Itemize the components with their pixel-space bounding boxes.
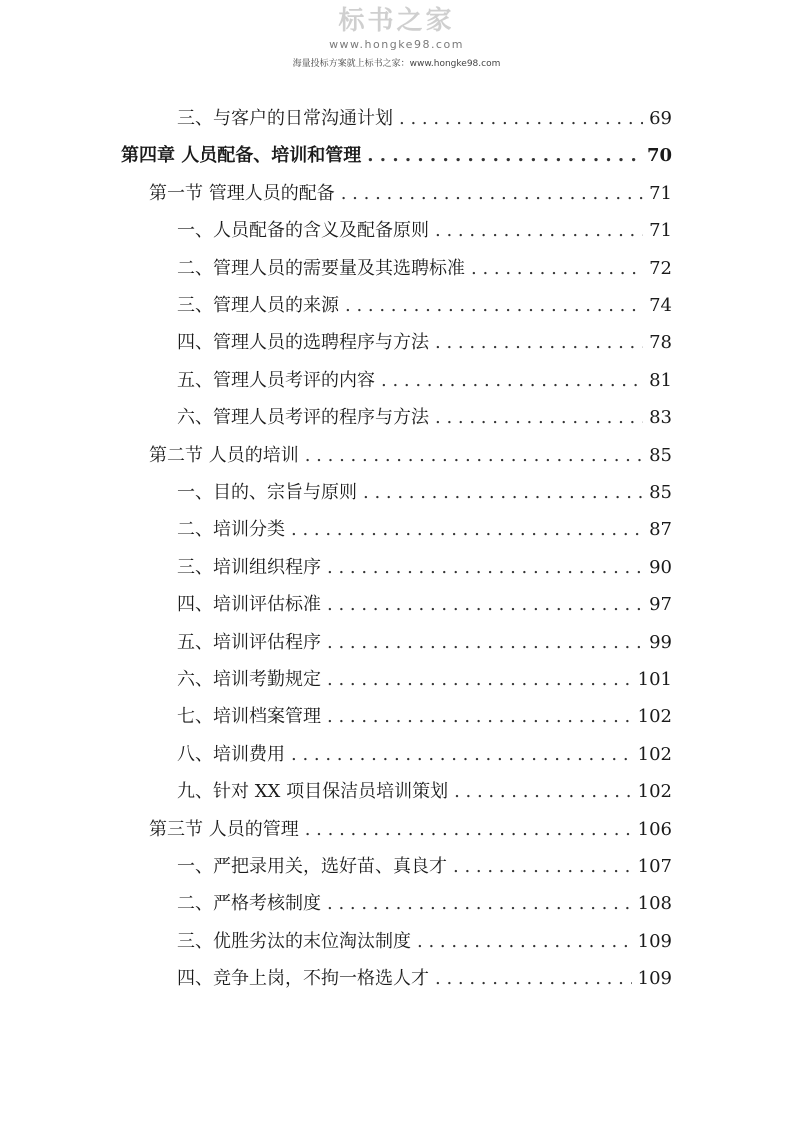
toc-entry-title: 三、优胜劣汰的末位淘汰制度 (177, 930, 411, 952)
toc-dot-leader (454, 773, 632, 810)
toc-entry-page: 81 (649, 369, 672, 391)
toc-entry[interactable] (177, 923, 672, 960)
toc-entry-title: 二、严格考核制度 (177, 893, 321, 915)
toc-entry[interactable] (177, 324, 672, 361)
toc-dot-leader (471, 250, 643, 287)
toc-dot-leader (435, 324, 643, 361)
toc-entry-title: 第二节 人员的培训 (149, 444, 299, 466)
toc-entry-title: 二、管理人员的需要量及其选聘标准 (177, 257, 465, 279)
toc-dot-leader (367, 137, 641, 174)
toc-entry[interactable] (177, 511, 672, 548)
toc-entry[interactable] (177, 661, 672, 698)
toc-entry-page: 102 (637, 743, 672, 765)
toc-dot-leader (327, 586, 643, 623)
toc-dot-leader (417, 923, 632, 960)
toc-entry-page: 87 (649, 519, 672, 541)
toc-entry-title: 第一节 管理人员的配备 (149, 182, 335, 204)
toc-entry-title: 四、培训评估标准 (177, 594, 321, 616)
brand-logo: 标书之家 (338, 6, 455, 36)
toc-entry-page: 69 (649, 108, 672, 129)
toc-entry-page: 101 (637, 669, 672, 690)
toc-entry-page: 97 (649, 594, 672, 616)
header-tagline: 海量投标方案就上标书之家：www.hongke98.com (292, 59, 501, 69)
toc-entry-page: 85 (649, 444, 672, 466)
toc-entry[interactable] (177, 474, 672, 511)
toc-entry-title: 一、目的、宗旨与原则 (177, 482, 357, 503)
toc-entry[interactable] (177, 250, 672, 287)
toc-entry-title: 六、培训考勤规定 (177, 669, 321, 690)
toc-entry-page: 71 (649, 220, 672, 242)
toc-dot-leader (327, 698, 632, 735)
toc-entry-page: 70 (646, 145, 672, 167)
toc-dot-leader (327, 885, 632, 922)
toc-entry-page: 90 (649, 556, 672, 578)
toc-entry[interactable] (177, 960, 672, 997)
toc-entry[interactable] (149, 811, 672, 848)
toc-dot-leader (327, 549, 643, 586)
toc-dot-leader (435, 399, 643, 436)
toc-entry[interactable] (177, 773, 672, 810)
toc-dot-leader (327, 661, 632, 698)
toc-dot-leader (453, 848, 632, 885)
toc-entry-page: 71 (649, 182, 672, 204)
toc-entry-title: 三、管理人员的来源 (177, 295, 339, 316)
toc-entry[interactable] (177, 586, 672, 623)
toc-entry-page: 85 (649, 482, 672, 503)
toc-entry[interactable] (177, 399, 672, 436)
toc-entry[interactable] (177, 287, 672, 324)
toc-entry[interactable] (177, 100, 672, 137)
toc-dot-leader (363, 474, 643, 511)
toc-entry-title: 三、培训组织程序 (177, 556, 321, 578)
toc-dot-leader (399, 100, 643, 137)
toc-entry-page: 106 (637, 818, 672, 840)
toc-entry-title: 一、人员配备的含义及配备原则 (177, 220, 429, 242)
toc-entry[interactable] (177, 885, 672, 922)
toc-entry[interactable] (149, 437, 672, 474)
toc-entry-title: 六、管理人员考评的程序与方法 (177, 407, 429, 429)
toc-entry-page: 74 (649, 295, 672, 316)
toc-entry-title: 二、培训分类 (177, 519, 285, 541)
toc-entry[interactable] (177, 212, 672, 249)
page-header (0, 4, 793, 70)
toc-entry[interactable] (177, 736, 672, 773)
toc-entry-page: 102 (637, 706, 672, 728)
site-url: www.hongke98.com (329, 38, 464, 51)
toc-entry-title: 九、针对 XX 项目保洁员培训策划 (177, 781, 449, 803)
toc-dot-leader (305, 811, 632, 848)
toc-entry-title: 八、培训费用 (177, 743, 285, 765)
toc-entry-page: 72 (649, 257, 672, 279)
toc-entry-title: 四、竞争上岗，不拘一格选人才 (177, 968, 429, 990)
toc-entry[interactable] (177, 549, 672, 586)
toc-dot-leader (345, 287, 643, 324)
toc-entry-page: 109 (637, 930, 672, 952)
toc-entry[interactable] (177, 698, 672, 735)
toc-entry[interactable] (149, 175, 672, 212)
toc-entry-title: 四、管理人员的选聘程序与方法 (177, 332, 429, 354)
toc-dot-leader (341, 175, 643, 212)
toc-dot-leader (381, 362, 643, 399)
toc-entry-page: 102 (637, 781, 672, 803)
toc-entry-title: 七、培训档案管理 (177, 706, 321, 728)
toc-dot-leader (327, 624, 643, 661)
toc-entry[interactable] (121, 137, 672, 174)
toc-entry-title: 第三节 人员的管理 (149, 818, 299, 840)
toc-entry-title: 五、培训评估程序 (177, 631, 321, 653)
toc-dot-leader (291, 511, 643, 548)
toc-entry[interactable] (177, 848, 672, 885)
toc-entry-title: 第四章 人员配备、培训和管理 (121, 145, 362, 167)
toc-dot-leader (291, 736, 632, 773)
toc-entry[interactable] (177, 362, 672, 399)
toc-entry-page: 108 (637, 893, 672, 915)
toc-dot-leader (435, 212, 643, 249)
toc-dot-leader (305, 437, 643, 474)
toc-entry-title: 五、管理人员考评的内容 (177, 369, 375, 391)
toc-entry-page: 107 (637, 856, 672, 877)
toc-entry-page: 99 (649, 631, 672, 653)
toc-entry-page: 83 (649, 407, 672, 429)
toc-entry[interactable] (177, 624, 672, 661)
toc-entry-page: 109 (637, 968, 672, 990)
toc-entry-title: 一、严把录用关，选好苗、真良才 (177, 856, 447, 877)
toc-entry-page: 78 (649, 332, 672, 354)
toc-dot-leader (435, 960, 632, 997)
toc-entry-title: 三、与客户的日常沟通计划 (177, 108, 393, 129)
